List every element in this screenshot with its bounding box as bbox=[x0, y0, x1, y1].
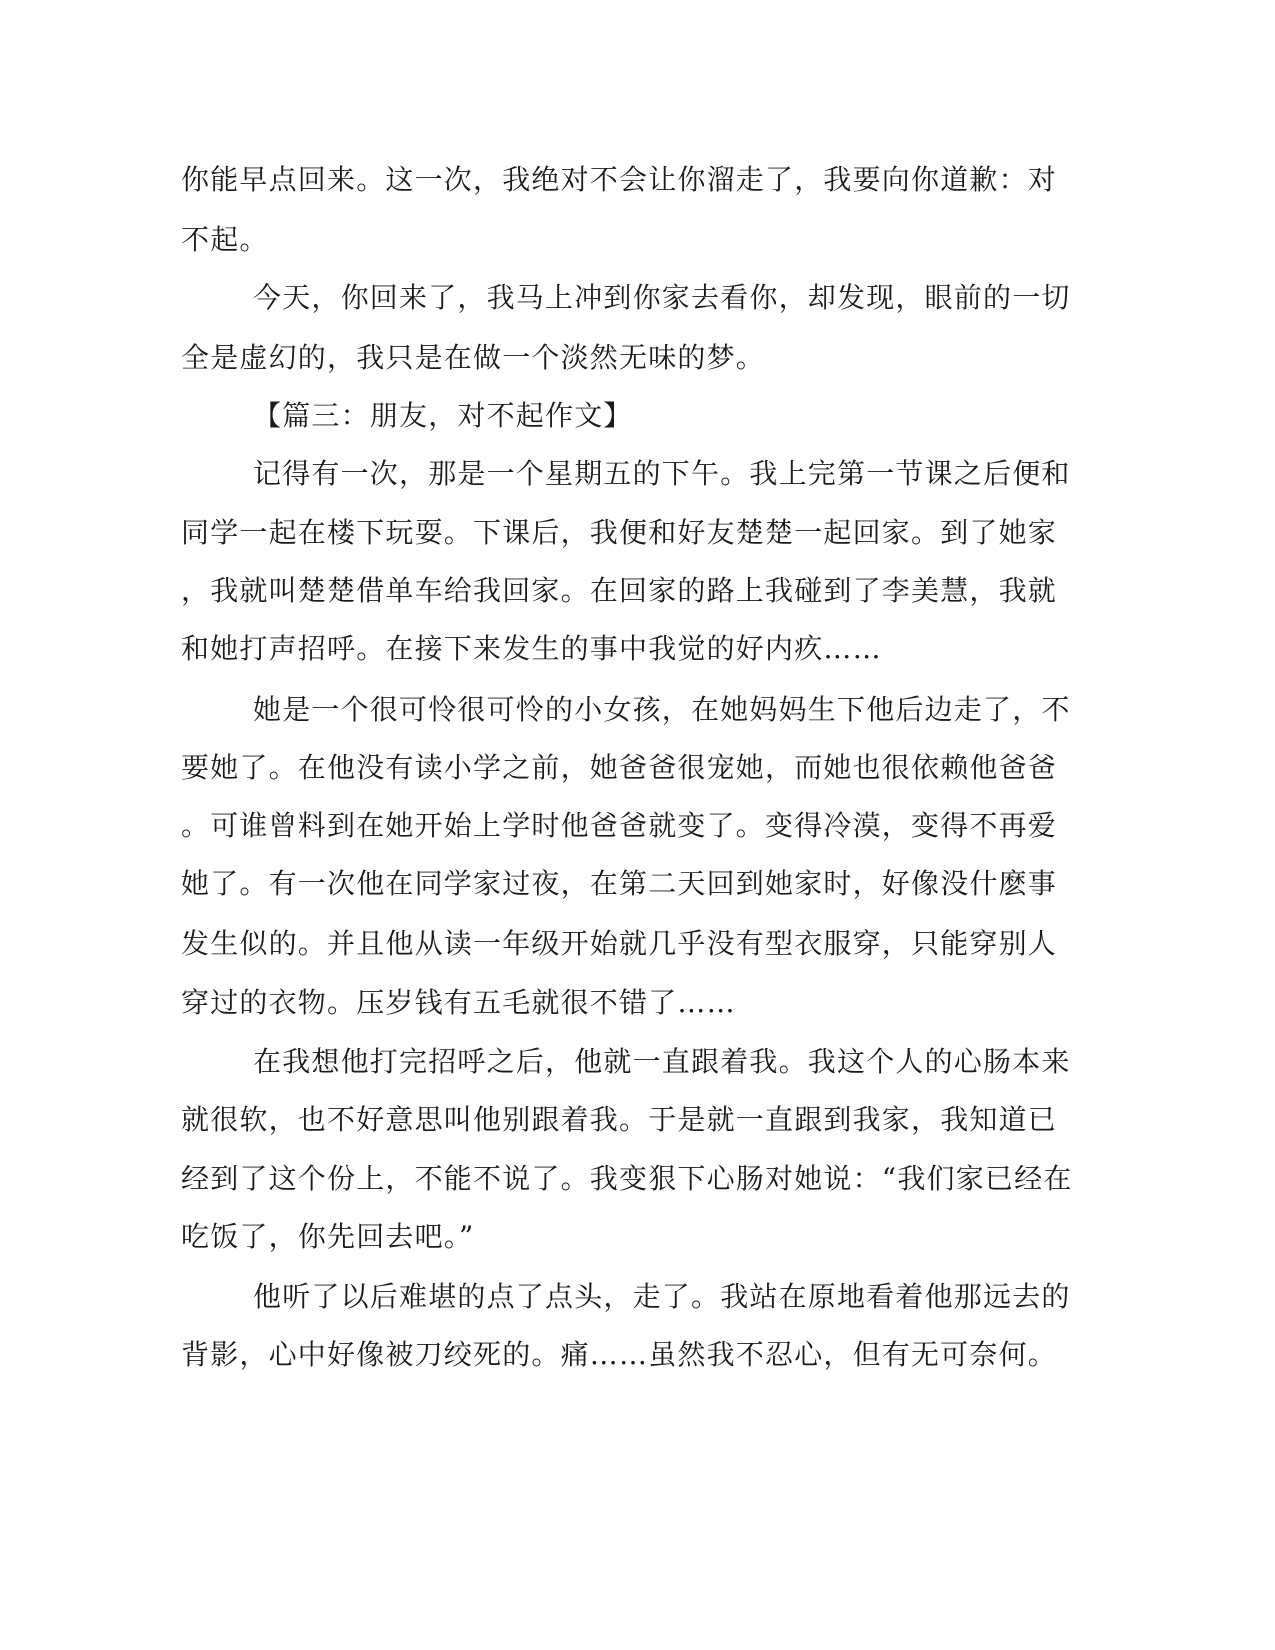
paragraph-first-line: 记得有一次，那是一个星期五的下午。我上完第一节课之后便和 bbox=[253, 457, 1071, 490]
paragraph-first-line: 今天，你回来了，我马上冲到你家去看你，却发现，眼前的一切 bbox=[253, 281, 1071, 314]
paragraph-first-line: 她是一个很可怜很可怜的小女孩，在她妈妈生下他后边走了，不 bbox=[253, 693, 1071, 726]
text-line: 发生似的。并且他从读一年级开始就几乎没有型衣服穿，只能穿别人 bbox=[181, 927, 1058, 960]
text-line: 全是虚幻的，我只是在做一个淡然无味的梦。 bbox=[181, 341, 766, 374]
section-heading: 【篇三：朋友，对不起作文】 bbox=[253, 399, 633, 432]
text-line: 不起。 bbox=[181, 223, 269, 256]
text-line: 背影，心中好像被刀绞死的。痛……虽然我不忍心，但有无可奈何。 bbox=[181, 1338, 1058, 1371]
text-line: 。可谁曾料到在她开始上学时他爸爸就变了。变得冷漠，变得不再爱 bbox=[181, 809, 1058, 842]
paragraph-first-line: 他听了以后难堪的点了点头，走了。我站在原地看着他那远去的 bbox=[253, 1280, 1071, 1313]
text-line: 你能早点回来。这一次，我绝对不会让你溜走了，我要向你道歉：对 bbox=[181, 163, 1058, 196]
text-line: 经到了这个份上，不能不说了。我变狠下心肠对她说：“我们家已经在 bbox=[181, 1162, 1073, 1195]
text-line: 和她打声招呼。在接下来发生的事中我觉的好内疚…… bbox=[181, 632, 882, 665]
text-line: 吃饭了，你先回去吧。” bbox=[181, 1220, 475, 1253]
text-line: 要她了。在他没有读小学之前，她爸爸很宠她，而她也很依赖他爸爸 bbox=[181, 751, 1058, 784]
text-line: 穿过的衣物。压岁钱有五毛就很不错了…… bbox=[181, 986, 736, 1019]
text-line: 她了。有一次他在同学家过夜，在第二天回到她家时，好像没什麽事 bbox=[181, 867, 1058, 900]
paragraph-first-line: 在我想他打完招呼之后，他就一直跟着我。我这个人的心肠本来 bbox=[253, 1045, 1071, 1078]
text-line: 就很软，也不好意思叫他别跟着我。于是就一直跟到我家，我知道已 bbox=[181, 1103, 1058, 1136]
text-line: 同学一起在楼下玩耍。下课后，我便和好友楚楚一起回家。到了她家 bbox=[181, 516, 1058, 549]
text-line: ，我就叫楚楚借单车给我回家。在回家的路上我碰到了李美慧，我就 bbox=[181, 574, 1058, 607]
